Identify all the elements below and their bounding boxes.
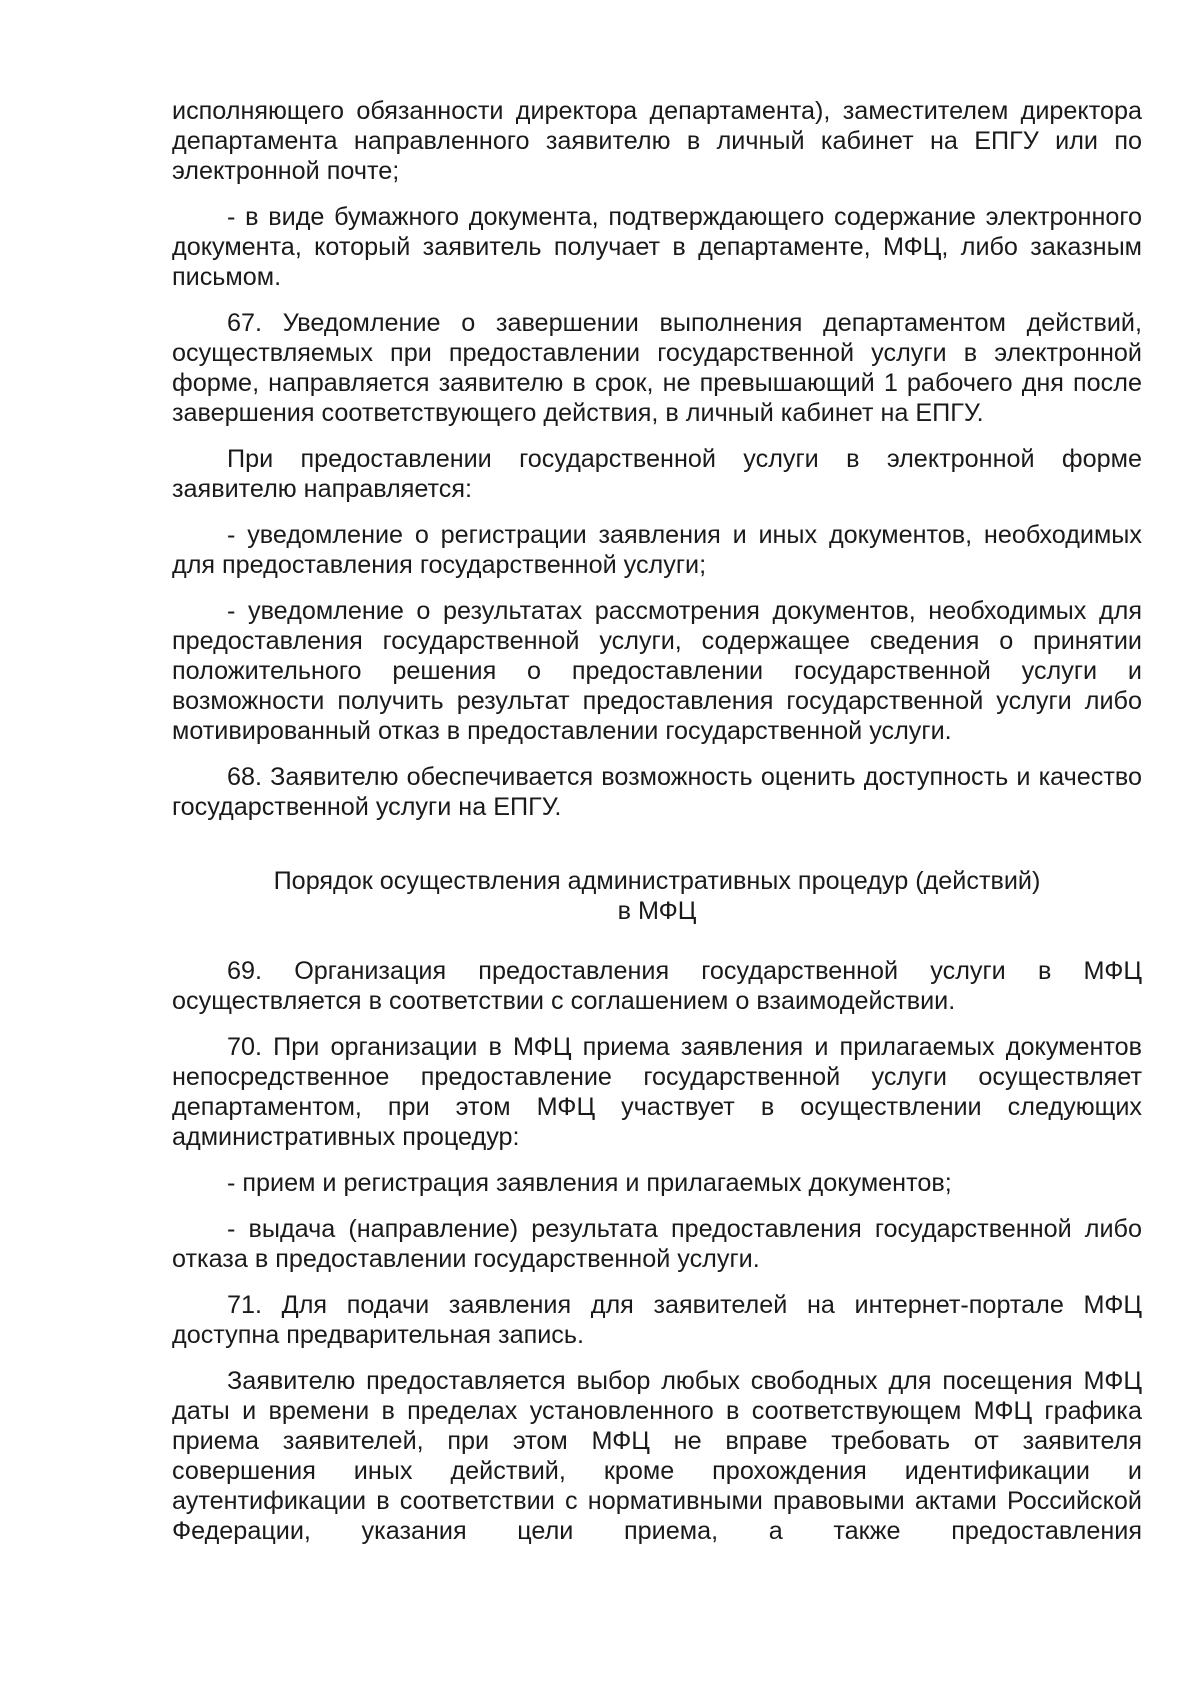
paragraph: 67. Уведомление о завершении выполнения департаментом действий, осуществляемых при предоставлении государственной услуги в электронной форме, направляется заявителю в срок, не превышающий 1 рабочего дня после завершения соответствующего действия, в личный кабинет на ЕПГУ.: [172, 309, 1142, 427]
paragraph: 68. Заявителю обеспечивается возможность оценить доступность и качество государственной услуги на ЕПГУ.: [172, 763, 1142, 821]
paragraph: - уведомление о результатах рассмотрения документов, необходимых для предоставления государственной услуги, содержащее сведения о принятии положительного решения о предоставлении государственной услуги и возможности получить результат предоставления государственной услуги либо мотивированный отказ в предоставлении государственной услуги.: [172, 597, 1142, 745]
paragraph: исполняющего обязанности директора департамента), заместителем директора департамента направленного заявителю в личный кабинет на ЕПГУ или по электронной почте;: [172, 97, 1142, 185]
paragraph: Заявителю предоставляется выбор любых свободных для посещения МФЦ даты и времени в пределах установленного в соответствующем МФЦ графика приема заявителей, при этом МФЦ не вправе требовать от заявителя совершения иных действий, кроме прохождения идентификации и аутентификации в соответствии с нормативными правовыми актами Российской Федерации, указания цели приема, а также предоставления: [172, 1367, 1142, 1545]
paragraph: - в виде бумажного документа, подтверждающего содержание электронного документа, который заявитель получает в департаменте, МФЦ, либо заказным письмом.: [172, 203, 1142, 291]
paragraph: - уведомление о регистрации заявления и иных документов, необходимых для предоставления государственной услуги;: [172, 521, 1142, 579]
paragraph: 69. Организация предоставления государственной услуги в МФЦ осуществляется в соответствии с соглашением о взаимодействии.: [172, 957, 1142, 1015]
paragraph: - прием и регистрация заявления и прилагаемых документов;: [227, 1169, 952, 1197]
section-heading-line: в МФЦ: [617, 897, 697, 925]
paragraph: 71. Для подачи заявления для заявителей на интернет-портале МФЦ доступна предварительная запись.: [172, 1291, 1142, 1349]
section-heading: [172, 866, 1142, 926]
paragraph: При предоставлении государственной услуги в электронной форме заявителю направляется:: [172, 445, 1142, 503]
section-heading-line: Порядок осуществления административных процедур (действий): [273, 867, 1041, 895]
document-body: [172, 96, 1142, 1562]
paragraph: - выдача (направление) результата предоставления государственной либо отказа в предоставлении государственной услуги.: [172, 1215, 1142, 1273]
paragraph: 70. При организации в МФЦ приема заявления и прилагаемых документов непосредственное предоставление государственной услуги осуществляет департаментом, при этом МФЦ участвует в осуществлении следующих административных процедур:: [172, 1033, 1142, 1151]
